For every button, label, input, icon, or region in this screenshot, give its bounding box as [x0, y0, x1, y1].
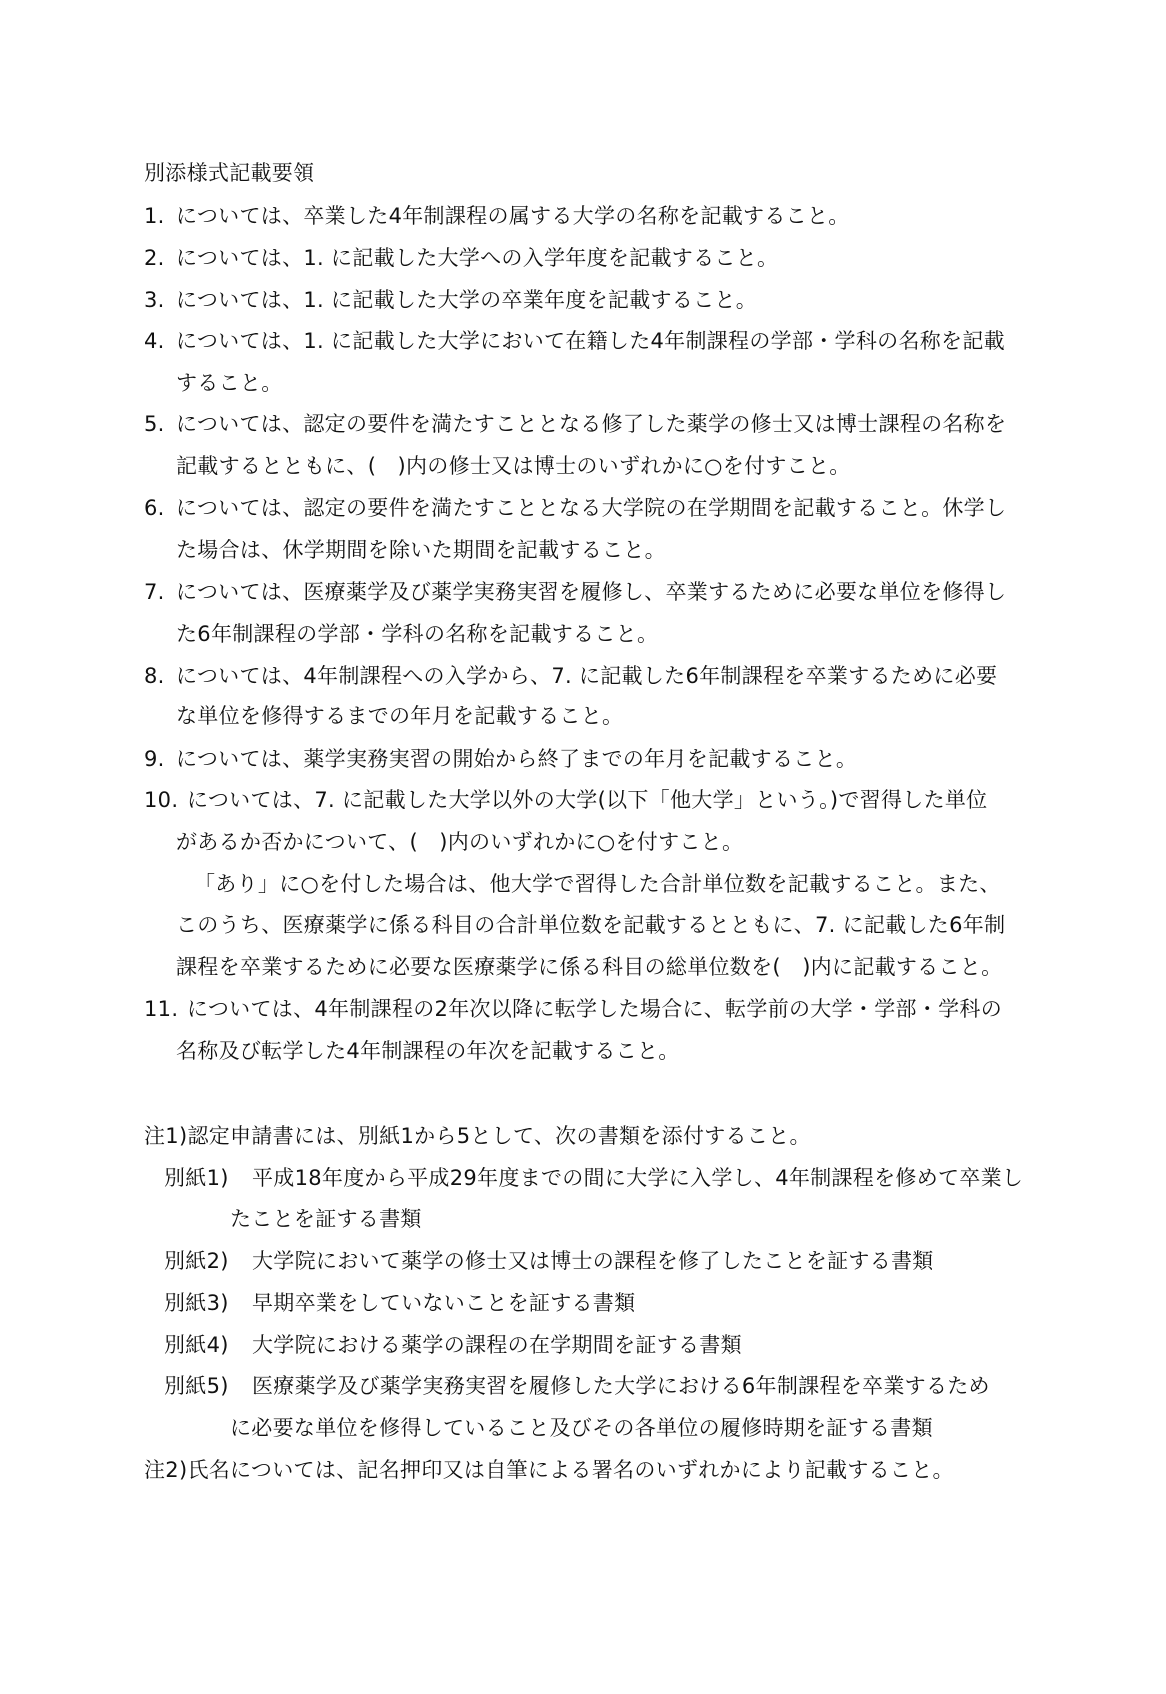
attachment-label: 別紙4)	[164, 1333, 229, 1357]
item-number: 6.	[144, 496, 165, 520]
item-number: 5.	[144, 412, 165, 436]
item-text: については、1. に記載した大学への入学年度を記載すること。	[176, 246, 779, 270]
item-text: については、卒業した4年制課程の属する大学の名称を記載すること。	[176, 204, 850, 228]
item-text-continued: 名称及び転学した4年制課程の年次を記載すること。	[176, 1039, 680, 1063]
note-1-text: 注1)認定申請書には、別紙1から5として、次の書類を添付すること。	[144, 1124, 811, 1148]
item-text: については、医療薬学及び薬学実務実習を履修し、卒業するために必要な単位を修得し	[176, 580, 1007, 604]
item-number: 8.	[144, 664, 165, 688]
attachment-label: 別紙5)	[164, 1374, 229, 1398]
item-number: 10.	[144, 788, 179, 812]
item-number: 2.	[144, 246, 165, 270]
attachment-text: 大学院における薬学の課程の在学期間を証する書類	[252, 1333, 742, 1357]
attachment-label: 別紙1)	[164, 1166, 229, 1190]
item-text: については、7. に記載した大学以外の大学(以下「他大学」という。)で習得した単位	[187, 788, 988, 812]
item-text-continued: すること。	[176, 371, 283, 395]
attachment-text: 平成18年度から平成29年度までの間に大学に入学し、4年制課程を修めて卒業し	[252, 1166, 1024, 1190]
document-title: 別添様式記載要領	[144, 161, 315, 185]
item-text-continued: た場合は、休学期間を除いた期間を記載すること。	[176, 538, 666, 562]
item-text: については、1. に記載した大学の卒業年度を記載すること。	[176, 288, 757, 312]
item-number: 9.	[144, 747, 165, 771]
item-paragraph-continued: このうち、医療薬学に係る科目の合計単位数を記載するとともに、7. に記載した6年制	[176, 913, 1006, 937]
item-paragraph: 「あり」に○を付した場合は、他大学で習得した合計単位数を記載すること。また、	[194, 872, 1001, 896]
attachment-text: 早期卒業をしていないことを証する書類	[252, 1291, 636, 1315]
item-text-continued: な単位を修得するまでの年月を記載すること。	[176, 704, 624, 728]
item-number: 3.	[144, 288, 165, 312]
attachment-text-continued: たことを証する書類	[230, 1207, 422, 1231]
item-text-continued: た6年制課程の学部・学科の名称を記載すること。	[176, 622, 659, 646]
item-number: 1.	[144, 204, 165, 228]
item-text: については、認定の要件を満たすこととなる修了した薬学の修士又は博士課程の名称を	[176, 412, 1007, 436]
item-text: については、認定の要件を満たすこととなる大学院の在学期間を記載すること。休学し	[176, 496, 1007, 520]
item-text-continued: 記載するとともに、( )内の修士又は博士のいずれかに○を付すこと。	[176, 454, 851, 478]
attachment-label: 別紙3)	[164, 1291, 229, 1315]
item-text: については、1. に記載した大学において在籍した4年制課程の学部・学科の名称を記載	[176, 329, 1005, 353]
attachment-label: 別紙2)	[164, 1249, 229, 1273]
item-number: 11.	[144, 997, 179, 1021]
item-number: 4.	[144, 329, 165, 353]
item-text: については、4年制課程への入学から、7. に記載した6年制課程を卒業するために必要	[176, 664, 998, 688]
item-text: については、薬学実務実習の開始から終了までの年月を記載すること。	[176, 747, 858, 771]
item-paragraph-continued: 課程を卒業するために必要な医療薬学に係る科目の総単位数を( )内に記載すること。	[176, 955, 1003, 979]
attachment-text: 医療薬学及び薬学実務実習を履修した大学における6年制課程を卒業するため	[252, 1374, 990, 1398]
attachment-text: 大学院において薬学の修士又は博士の課程を修了したことを証する書類	[252, 1249, 934, 1273]
attachment-text-continued: に必要な単位を修得していること及びその各単位の履修時期を証する書類	[230, 1416, 933, 1440]
item-text: については、4年制課程の2年次以降に転学した場合に、転学前の大学・学部・学科の	[187, 997, 1002, 1021]
item-number: 7.	[144, 580, 165, 604]
item-text-continued: があるか否かについて、( )内のいずれかに○を付すこと。	[176, 830, 744, 854]
note-2-text: 注2)氏名については、記名押印又は自筆による署名のいずれかにより記載すること。	[144, 1458, 954, 1482]
